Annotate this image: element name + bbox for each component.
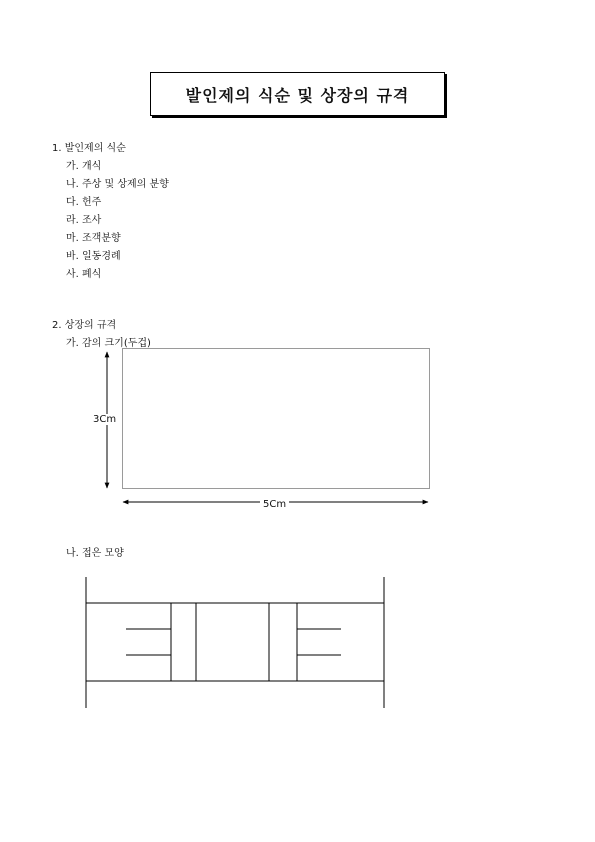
document-title: 발인제의 식순 및 상장의 규격 — [150, 72, 445, 116]
width-label: 5Cm — [260, 499, 289, 510]
procedure-item: 가. 개식 — [66, 161, 102, 172]
section-1-heading: 1. 발인제의 식순 — [52, 143, 126, 154]
procedure-item: 나. 주상 및 상제의 분향 — [66, 179, 169, 190]
procedure-item: 다. 헌주 — [66, 197, 102, 208]
procedure-item: 라. 조사 — [66, 215, 102, 226]
section-2-heading: 2. 상장의 규격 — [52, 320, 117, 331]
procedure-item: 바. 일동경례 — [66, 251, 121, 262]
height-label: 3Cm — [90, 414, 119, 425]
size-subheading: 가. 감의 크기(두겁) — [66, 338, 151, 349]
procedure-item: 마. 조객분향 — [66, 233, 121, 244]
fold-subheading: 나. 접은 모양 — [66, 548, 124, 559]
procedure-item: 사. 폐식 — [66, 269, 102, 280]
